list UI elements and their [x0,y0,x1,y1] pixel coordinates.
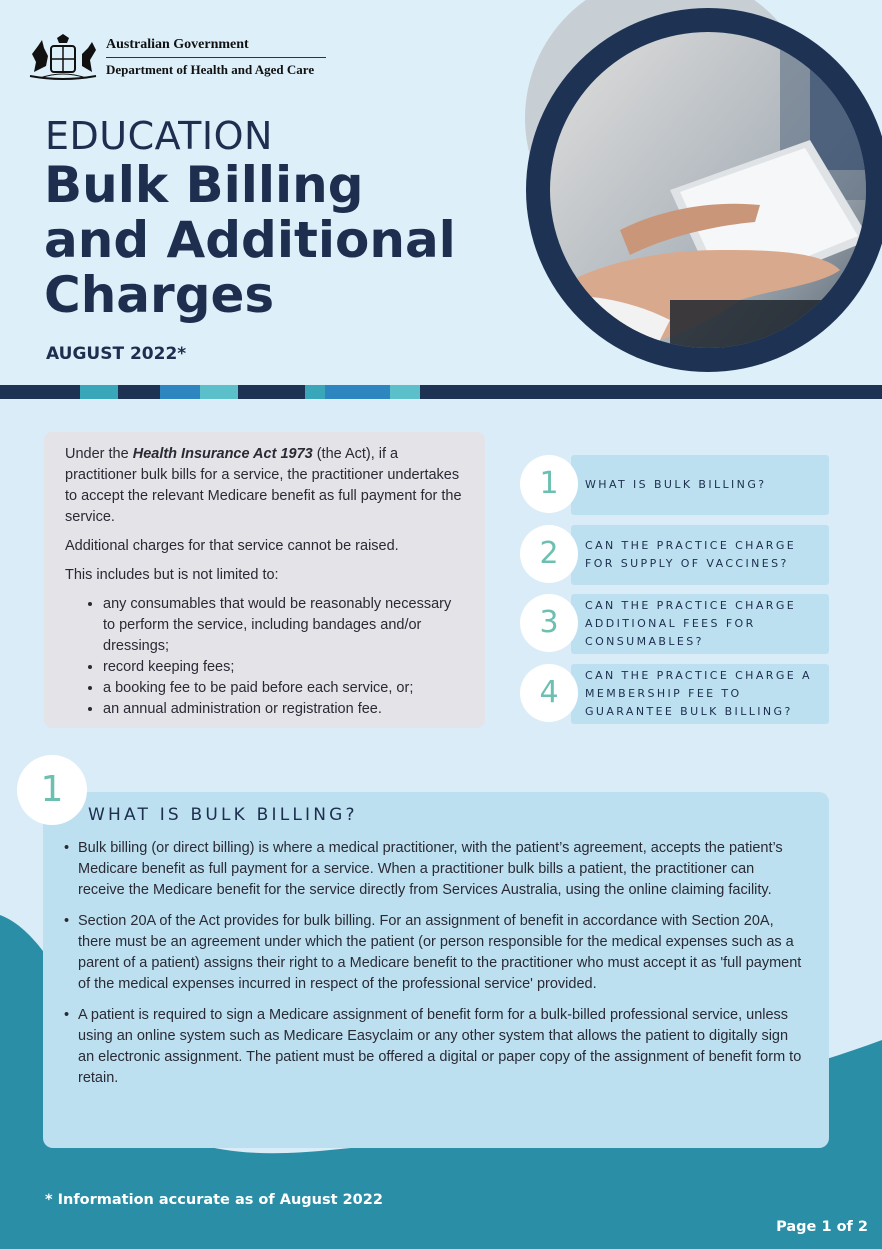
department-name: Department of Health and Aged Care [106,61,315,77]
toc-label: CAN THE PRACTICE CHARGE ADDITIONAL FEES FOR CONSUMABLES? [585,599,797,648]
toc-number: 4 [520,664,578,722]
footnote: * Information accurate as of August 2022 [45,1192,383,1208]
decorative-stripe [0,385,882,399]
act-name: Health Insurance Act 1973 [132,446,313,462]
toc-bar [571,455,829,515]
hands-tablet-photo [520,0,882,430]
list-item: • Section 20A of the Act provides for bulk billing. For an assignment of benefit in accordance with Section 20A, there must be an agreement under which the patient (or person responsible for the medical expenses such as a parent of a patient) assigns their right to a Medicare benefit to the practitioner who must accept it as 'full payment of the medical expenses incurred in respect of the professional service' provided. [78,911,803,995]
government-logo [26,32,326,82]
category-label: EDUCATION [45,114,273,158]
toc-label: CAN THE PRACTICE CHARGE A MEMBERSHIP FEE TO GUARANTEE BULK BILLING? [585,669,812,718]
page-number: Page 1 of 2 [776,1219,868,1235]
intro-text-pre: Under the [65,446,133,462]
list-item: • an annual administration or registration fee. [103,699,463,720]
section-number: 1 [17,755,87,825]
toc-number: 3 [520,594,578,652]
section-what-is-bulk-billing [43,792,829,1148]
page-title: Bulk Billing and Additional Charges [44,156,456,324]
charges-list [65,594,463,720]
no-additional-charges: Additional charges for that service cannot be raised. [65,538,399,554]
list-item: • record keeping fees; [103,657,463,678]
intro-box [44,432,485,728]
toc-bar [571,594,829,654]
intro-paragraph [65,444,463,528]
list-item: • any consumables that would be reasonably necessary to perform the service, including bandages and/or dressings; [103,594,463,657]
list-item: • Bulk billing (or direct billing) is where a medical practitioner, with the patient’s agreement, accepts the patient’s Medicare benefit as full payment for a service. When a practitioner bulk bills a patient, the practitioner can receive the Medicare benefit for the service directly from Services Australia, using the online claiming facility. [78,838,803,901]
list-item: • a booking fee to be paid before each service, or; [103,678,463,699]
government-name: Australian Government [106,37,326,58]
list-item: • A patient is required to sign a Medicare assignment of benefit form for a bulk-billed professional service, unless using an online system such as Medicare Easyclaim or any other system that allows the patient to digitally sign an electronic assignment. The patient must be offered a digital or paper copy of the assignment of benefit form to retain. [78,1005,803,1089]
publication-date: AUGUST 2022* [46,344,187,364]
toc-label: WHAT IS BULK BILLING? [585,478,767,491]
coat-of-arms-icon [26,32,100,82]
toc-number: 1 [520,455,578,513]
toc-label: CAN THE PRACTICE CHARGE FOR SUPPLY OF VACCINES? [585,539,797,570]
toc-bar [571,525,829,585]
intro-text-post: (the Act), if a practitioner bulk bills for a service, the practitioner undertakes to accept the relevant Medicare benefit as full payment for the service. [65,446,462,525]
toc-number: 2 [520,525,578,583]
toc-bar [571,664,829,724]
includes-label: This includes but is not limited to: [65,567,279,583]
section-title: WHAT IS BULK BILLING? [88,805,358,825]
section-bullets [78,838,803,1089]
